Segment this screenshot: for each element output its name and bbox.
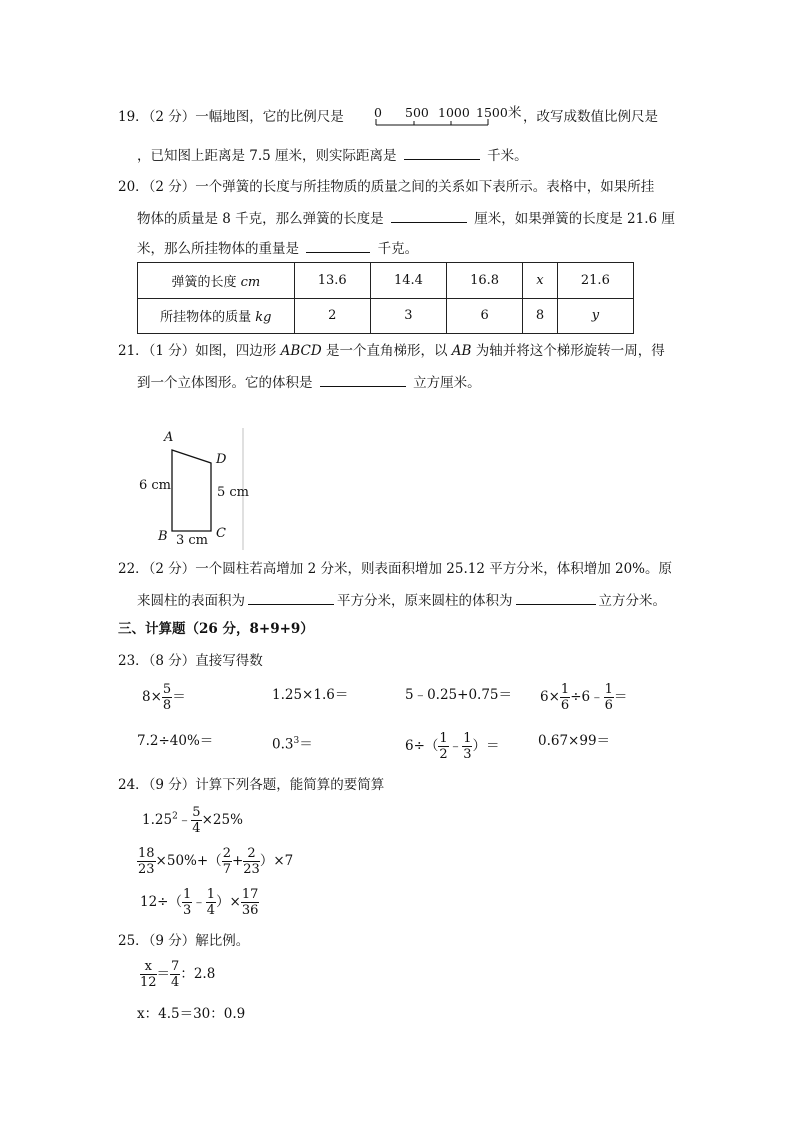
q21-line1: 21．（1 分）如图，四边形 ABCD 是一个直角梯形，以 AB 为轴并将这个梯形旋转一周，得 xyxy=(118,343,665,359)
table-cell: 16.8 xyxy=(447,263,523,299)
q19-lead: 19．（2 分）一幅地图，它的比例尺是 xyxy=(118,109,344,125)
q20-line3 xyxy=(137,238,418,258)
q19-line1 xyxy=(118,108,344,126)
q24-problem-1: 1.25$^2$﹣ $\frac{5}{4}$ ×25% xyxy=(142,805,243,836)
q23-title: 23．（8 分）直接写得数 xyxy=(118,653,263,669)
q24-problem-3: 12÷（ $\frac{1}{3}$ ﹣ $\frac{1}{4}$ ）× $\frac{17}{36}$ xyxy=(140,887,259,918)
q24-problem-2: $\frac{18}{23}$ ×50%+（ $\frac{2}{7}$ + $\frac{2}{23}$ ）×7 xyxy=(138,846,294,877)
q20-answer-blank-2[interactable] xyxy=(306,238,370,253)
table-cell: 21.6 xyxy=(557,263,633,299)
q25-problem-1: $\frac{x}{12}$ ＝ $\frac{7}{4}$ ：2.8 xyxy=(140,959,216,990)
q24-title: 24．（9 分）计算下列各题，能简算的要简算 xyxy=(118,777,385,793)
q20-line2-a: 物体的质量是 8 千克，那么弹簧的长度是 xyxy=(137,211,384,227)
table-cell: 8 xyxy=(523,298,558,334)
q22-line2: 来圆柱的表面积为 平方分米，原来圆柱的体积为 立方分米。 xyxy=(137,590,666,610)
vertex-c: C xyxy=(216,526,226,541)
q20-line2 xyxy=(137,208,675,228)
bottom-length-label: 3 cm xyxy=(176,533,209,548)
spring-table xyxy=(137,262,634,334)
vertex-b: B xyxy=(158,529,168,544)
table-cell: 6 xyxy=(447,298,523,334)
scale-label-0: 0 xyxy=(374,105,382,120)
q20-line3-b: 千克。 xyxy=(377,241,419,257)
q19-line2 xyxy=(137,145,528,165)
q22-line1: 22．（2 分）一个圆柱若高增加 2 分米，则表面积增加 25.12 平方分米，体积增加 20%。原 xyxy=(118,561,673,577)
q21-line2: 到一个立体图形。它的体积是 立方厘米。 xyxy=(137,372,481,392)
right-length-label: 5 cm xyxy=(217,485,250,500)
table-cell: x xyxy=(523,263,558,299)
q23-expr-2: 1.25×1.6＝ xyxy=(272,687,349,703)
q23-expr-8: 0.67×99＝ xyxy=(538,733,611,749)
q19-tail: ，改写成数值比例尺是 xyxy=(523,109,658,125)
scale-label-1000: 1000 xyxy=(438,105,470,120)
q23-expr-3: 5﹣0.25+0.75＝ xyxy=(405,687,513,703)
table-cell: 2 xyxy=(294,298,370,334)
q23-expr-5: 7.2÷40%＝ xyxy=(137,733,214,749)
q22-answer-blank-2[interactable] xyxy=(516,590,596,605)
q21-answer-blank[interactable] xyxy=(320,372,406,387)
q22-answer-blank-1[interactable] xyxy=(248,590,334,605)
scale-label-500: 500 xyxy=(405,105,429,120)
table-row xyxy=(138,263,634,299)
q23-expr-1: 8× $\frac{5}{8}$ ＝ xyxy=(142,682,186,713)
q20-line3-a: 米，那么所挂物体的重量是 xyxy=(137,241,299,257)
q20-answer-blank-1[interactable] xyxy=(391,208,467,223)
left-length-label: 6 cm xyxy=(139,478,172,493)
q19-answer-blank[interactable] xyxy=(404,145,480,160)
q23-expr-4: 6× $\frac{1}{6}$ ÷6﹣ $\frac{1}{6}$ ＝ xyxy=(540,682,628,713)
q23-expr-6: $0.3^3=$ xyxy=(272,736,313,753)
table-cell: y xyxy=(557,298,633,334)
q19-line2-b: 千米。 xyxy=(487,148,528,164)
q19-line2-a: ，已知图上距离是 7.5 厘米，则实际距离是 xyxy=(137,148,397,164)
vertex-a: A xyxy=(164,430,174,445)
table-cell: 3 xyxy=(370,298,446,334)
table-row-label: 所挂物体的质量 kg xyxy=(138,298,295,334)
section-3-title: 三、计算题（26 分，8+9+9） xyxy=(118,621,314,637)
q20-line2-b: 厘米，如果弹簧的长度是 21.6 厘 xyxy=(474,211,675,227)
q20-line1: 20．（2 分）一个弹簧的长度与所挂物质的质量之间的关系如下表所示。表格中，如果所挂 xyxy=(118,179,655,195)
table-cell: 14.4 xyxy=(370,263,446,299)
vertex-d: D xyxy=(216,452,227,467)
table-row xyxy=(138,298,634,334)
table-cell: 13.6 xyxy=(294,263,370,299)
q25-problem-2: x：4.5＝30：0.9 xyxy=(137,1006,246,1022)
scale-label-unit: 米 xyxy=(508,105,522,121)
q23-expr-7: 6÷（ $\frac{1}{2}$ ﹣ $\frac{1}{3}$ ）＝ xyxy=(405,731,500,762)
table-row-label: 弹簧的长度 cm xyxy=(138,263,295,299)
scale-label-1500: 1500 xyxy=(476,105,508,120)
q25-title: 25．（9 分）解比例。 xyxy=(118,933,250,949)
